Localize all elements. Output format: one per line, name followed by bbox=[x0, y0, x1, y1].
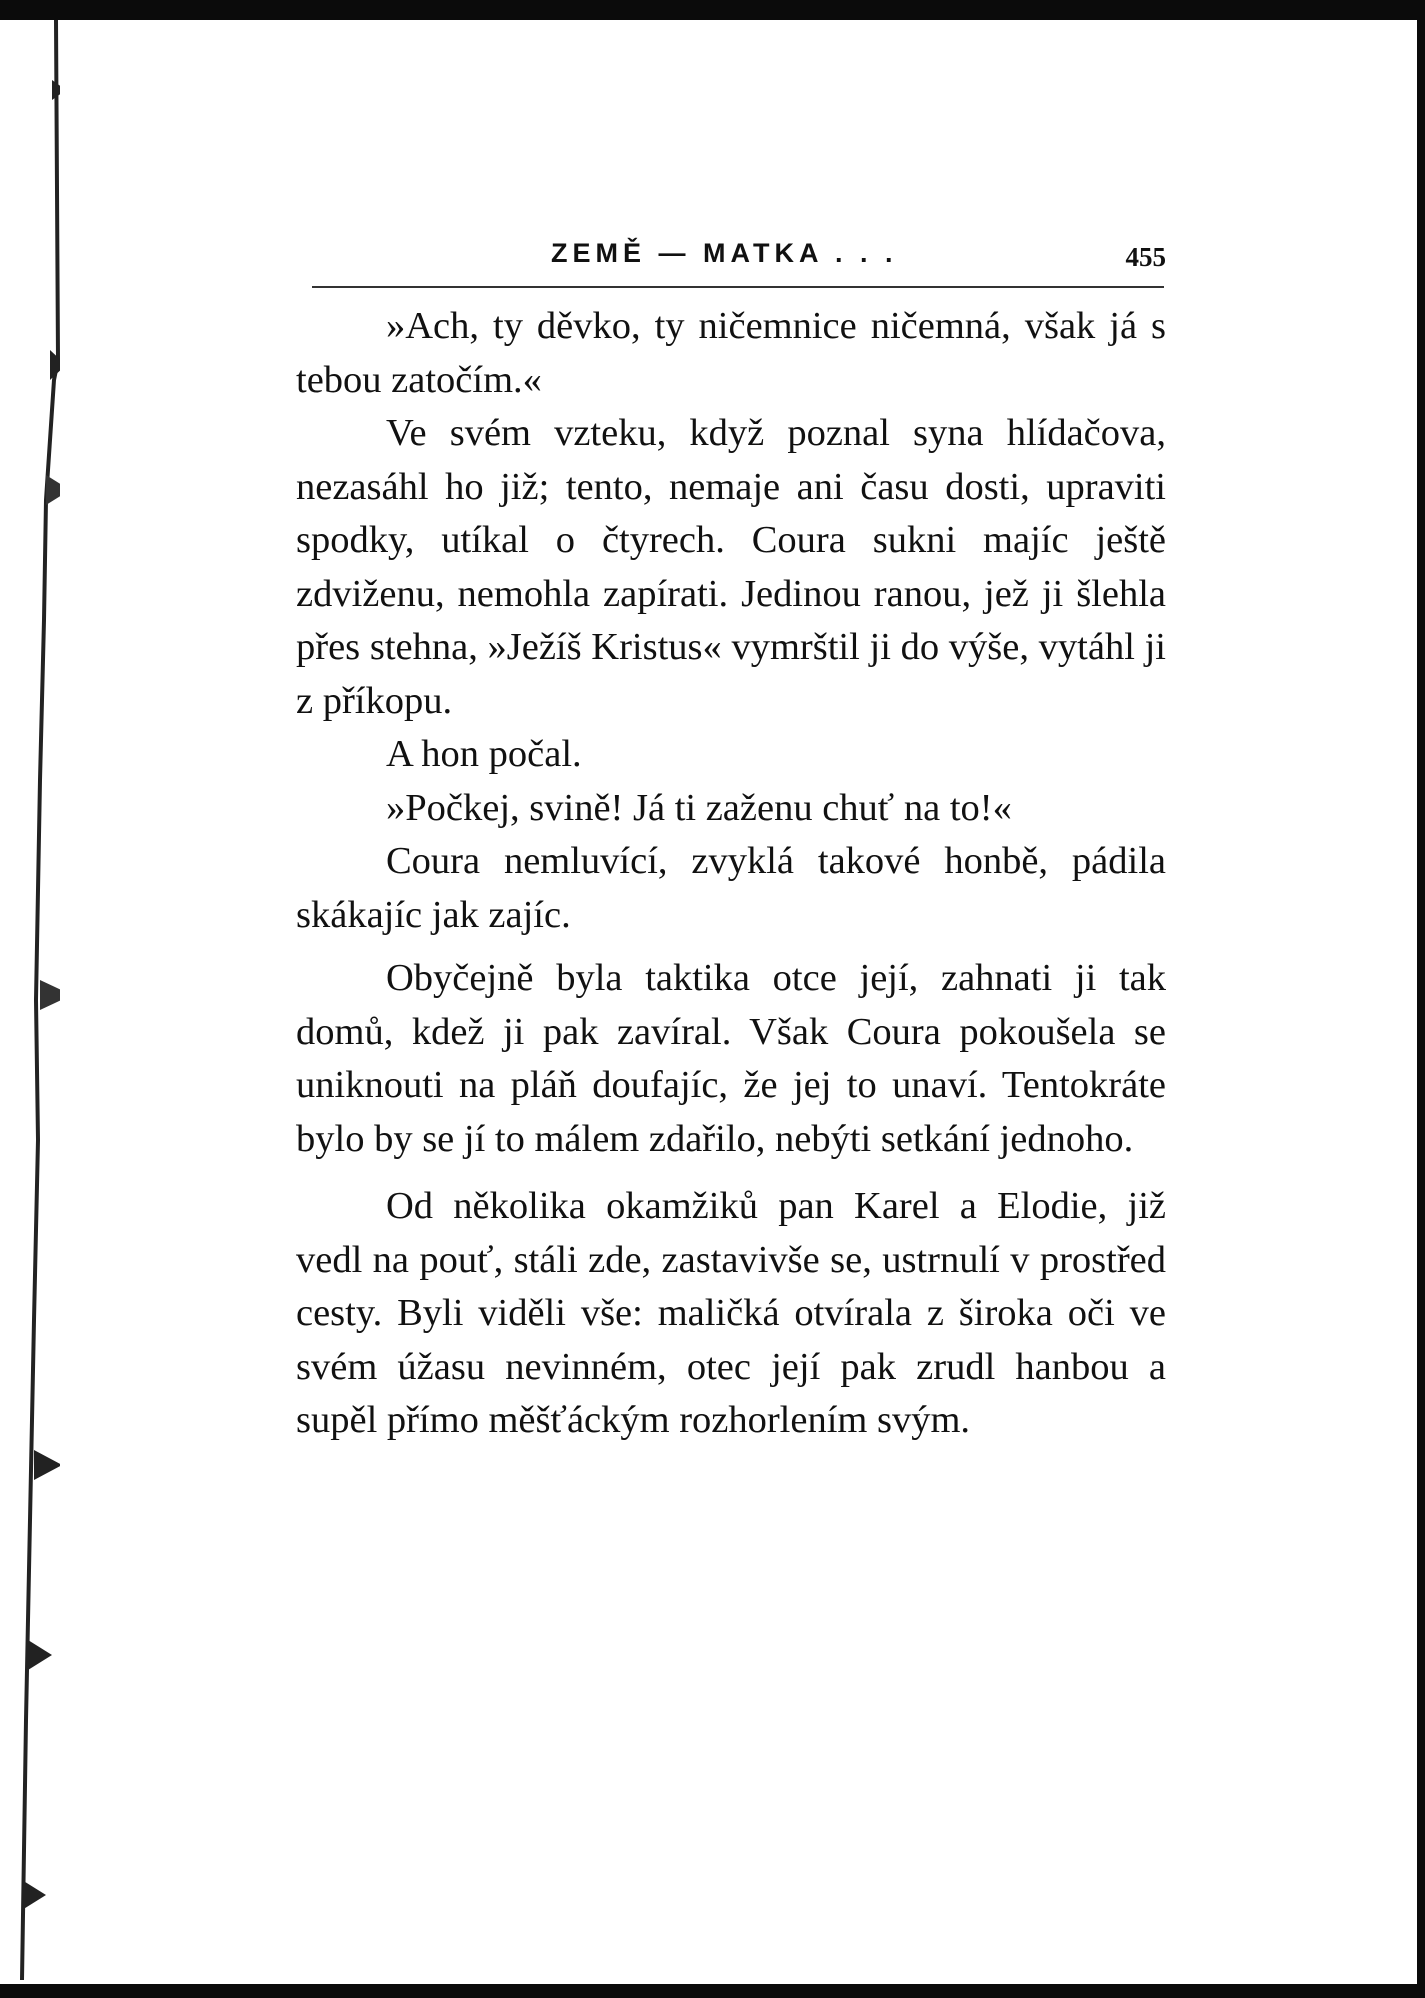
paragraph: Od několika okamžiků pan Karel a Elodie, již vedl na pouť, stáli zde, zastavivše se, ustrnulí v prostřed cesty. Byli viděli vše: maličká otvírala z široka oči ve svém úžasu nevinném, otec její pak zrudl hanbou a supěl přímo měšťáckým rozhorlením svým. bbox=[296, 1185, 1166, 1441]
paragraph: »Počkej, svině! Já ti zaženu chuť na to!« bbox=[386, 786, 1012, 829]
book-page bbox=[296, 228, 1166, 1448]
scan-frame-top bbox=[0, 0, 1425, 20]
book-binding-edge bbox=[0, 20, 60, 1980]
paragraph: Ve svém vzteku, když poznal syna hlídačova, nezasáhl ho již; tento, nemaje ani času dosti, upraviti spodky, utíkal o čtyrech. Coura sukni majíc ještě zdviženu, nemohla zapírati. Jedinou ranou, jež ji šlehla přes stehna, »Ježíš Kristus« vymrštil ji do výše, vytáhl ji z příkopu. bbox=[296, 412, 1166, 722]
running-head-title: ZEMĚ — MATKA . . . bbox=[551, 238, 898, 268]
header-rule bbox=[312, 286, 1164, 288]
body-text bbox=[296, 300, 1166, 1448]
scan-frame-right bbox=[1417, 0, 1425, 1998]
paragraph: Obyčejně byla taktika otce její, zahnati ji tak domů, kdež ji pak zavíral. Však Coura pokoušela se uniknouti na pláň doufajíc, že jej to unaví. Tentokráte bylo by se jí to málem zdařilo, nebýti setkání jednoho. bbox=[296, 957, 1166, 1160]
paragraph: Coura nemluvící, zvyklá takové honbě, pádila skákajíc jak zajíc. bbox=[296, 840, 1166, 936]
paragraph: A hon počal. bbox=[386, 733, 582, 775]
running-head bbox=[296, 228, 1166, 278]
scan-frame-bottom bbox=[0, 1984, 1425, 1998]
page-number: 455 bbox=[1125, 242, 1166, 272]
paragraph: »Ach, ty děvko, ty ničemnice ničemná, však já s tebou zatočím.« bbox=[296, 305, 1166, 401]
